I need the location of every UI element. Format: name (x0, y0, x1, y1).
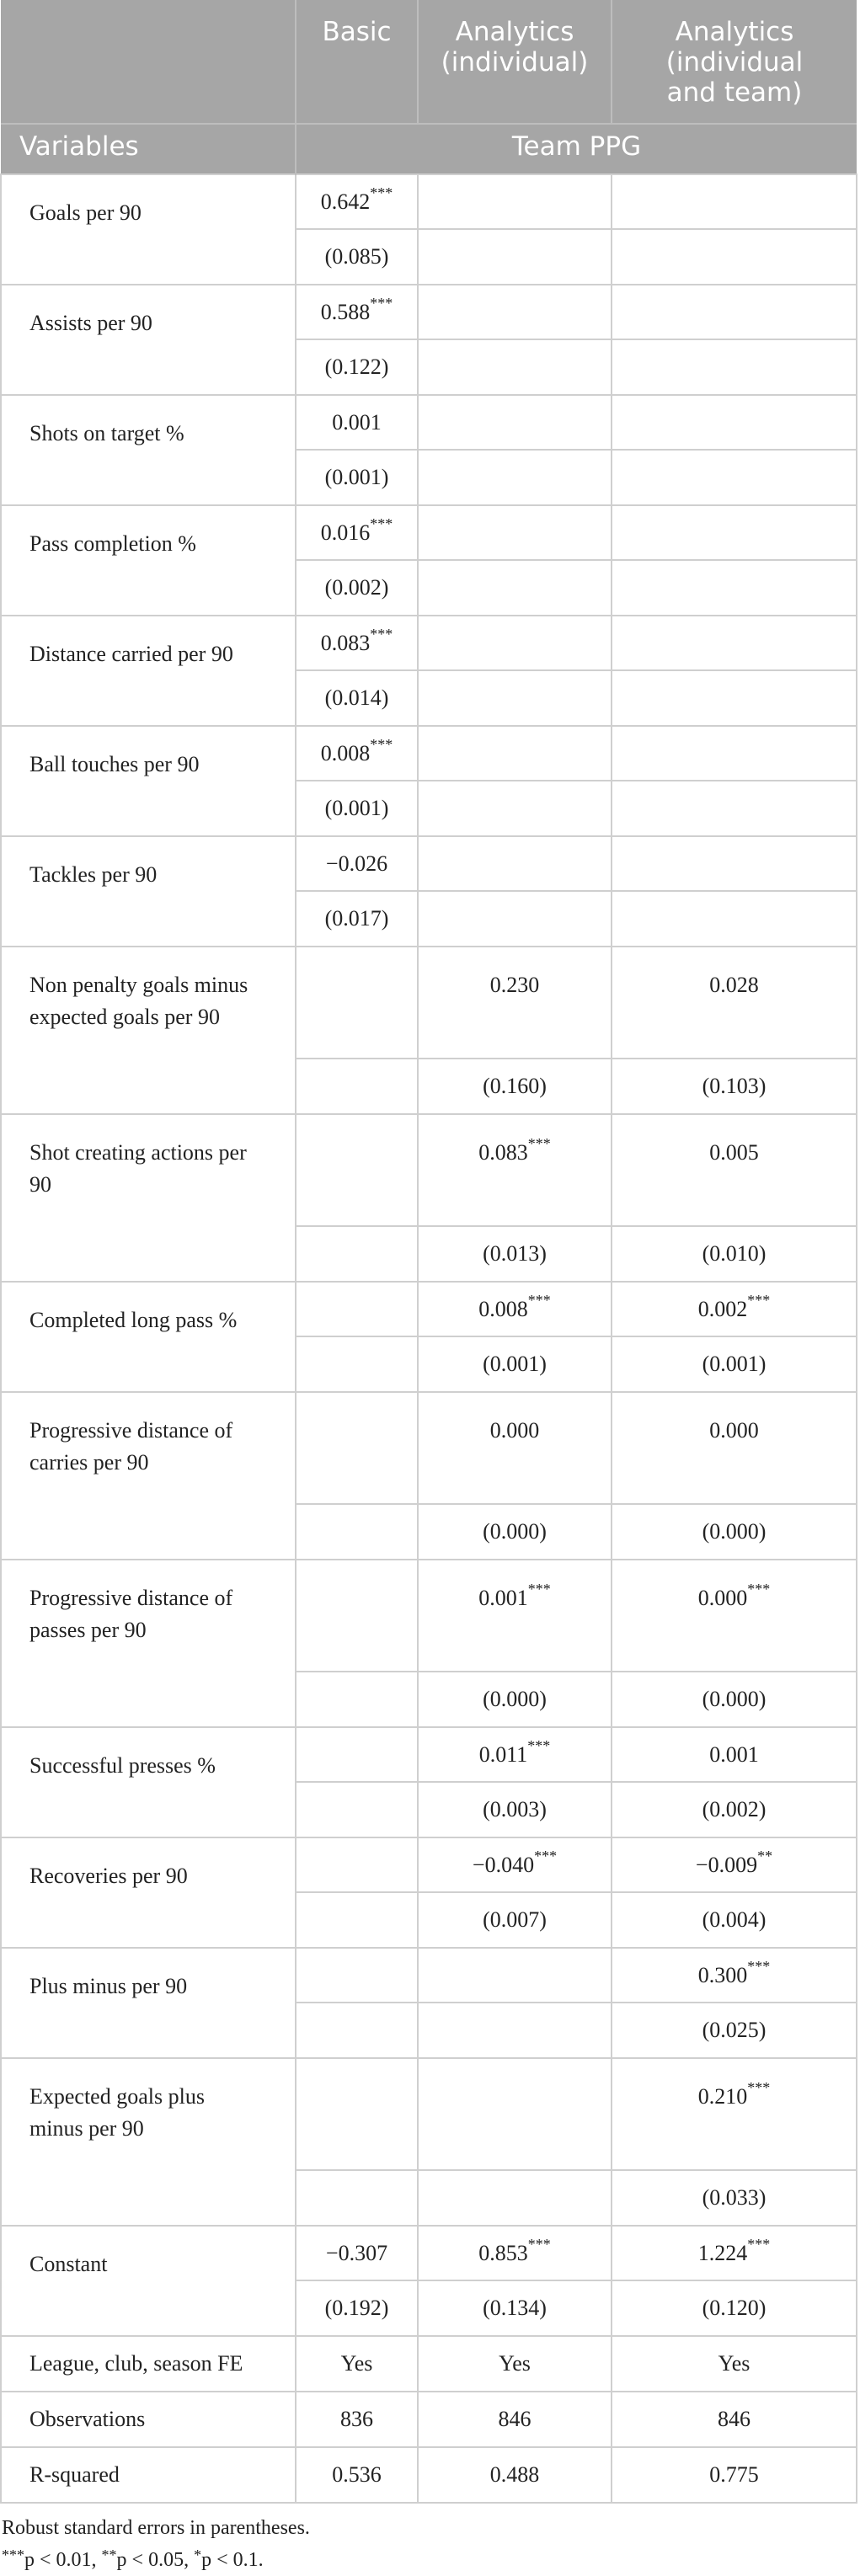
coef-analytics-individual (418, 174, 612, 229)
variable-label: Progressive distance of passes per 90 (1, 1560, 296, 1727)
coef-analytics-team-value: 0.210 (697, 2084, 748, 2109)
std-error-2 (418, 2003, 612, 2058)
coef-analytics-individual-stars: *** (527, 1736, 551, 1754)
coef-analytics-individual-value: 0.853 (478, 2240, 528, 2265)
coef-basic (296, 1282, 418, 1336)
coef-analytics-individual (418, 1560, 612, 1672)
coef-basic-stars: *** (370, 515, 393, 532)
std-error-2 (418, 229, 612, 285)
std-error-1: (0.192) (296, 2280, 418, 2336)
coef-analytics-team-value: 0.000 (697, 1586, 748, 1610)
summary-value-1: Yes (296, 2336, 418, 2392)
coef-analytics-team (612, 505, 857, 560)
summary-value-1: 0.536 (296, 2447, 418, 2503)
coef-basic-stars: *** (370, 625, 393, 643)
variable-label: Successful presses % (1, 1727, 296, 1837)
coef-analytics-individual-stars: *** (527, 1581, 551, 1597)
coef-analytics-individual-value: −0.040 (472, 1852, 535, 1877)
std-error-3: (0.010) (612, 1226, 857, 1282)
std-error-1 (296, 1782, 418, 1837)
coef-analytics-team (612, 836, 857, 891)
coef-analytics-individual (418, 1948, 612, 2003)
coef-basic (296, 726, 418, 781)
std-error-3 (612, 229, 857, 285)
header-row-variables (1, 124, 857, 174)
summary-label: League, club, season FE (1, 2336, 296, 2392)
variable-label: Tackles per 90 (1, 836, 296, 947)
header-analytics-individual: Analytics (individual) (418, 0, 612, 124)
std-error-2: (0.007) (418, 1892, 612, 1948)
coef-basic (296, 174, 418, 229)
coef-analytics-individual (418, 2058, 612, 2170)
coef-analytics-individual (418, 285, 612, 339)
table-row (1, 1392, 857, 1504)
coef-analytics-team-value: 0.002 (697, 1296, 748, 1321)
std-error-3: (0.001) (612, 1336, 857, 1392)
coef-analytics-team-stars: *** (747, 2079, 771, 2096)
coef-basic (296, 616, 418, 670)
coef-basic-value: 0.001 (332, 409, 382, 435)
std-error-2 (418, 891, 612, 947)
std-error-1: (0.085) (296, 229, 418, 285)
std-error-1 (296, 2170, 418, 2226)
std-error-2: (0.160) (418, 1059, 612, 1114)
coef-analytics-individual-value: 0.001 (478, 1586, 528, 1610)
header-dependent-variable: Team PPG (296, 124, 857, 174)
coef-analytics-team-value: 0.000 (709, 1418, 759, 1443)
coef-analytics-team-stars: ** (757, 1847, 773, 1864)
std-error-1 (296, 1059, 418, 1114)
table-row (1, 1837, 857, 1892)
coef-analytics-team (612, 174, 857, 229)
coef-analytics-individual (418, 1282, 612, 1336)
summary-value-1: 836 (296, 2392, 418, 2447)
variable-label: Distance carried per 90 (1, 616, 296, 726)
coef-analytics-team (612, 2058, 857, 2170)
coef-basic (296, 2058, 418, 2170)
table-row (1, 1114, 857, 1226)
std-error-1: (0.001) (296, 450, 418, 505)
coef-analytics-team-value: 1.224 (697, 2240, 748, 2265)
std-error-2 (418, 339, 612, 395)
std-error-1 (296, 2003, 418, 2058)
coef-analytics-team (612, 2226, 857, 2280)
coef-basic-value: 0.008 (320, 740, 371, 765)
std-error-1: (0.002) (296, 560, 418, 616)
std-error-3: (0.033) (612, 2170, 857, 2226)
coef-basic (296, 1560, 418, 1672)
header-analytics-individual-team: Analytics (individual and team) (612, 0, 857, 124)
coef-basic-value: 0.083 (320, 630, 371, 655)
coef-analytics-team (612, 1948, 857, 2003)
coef-analytics-team-value: 0.001 (709, 1741, 759, 1767)
coef-basic (296, 1948, 418, 2003)
coef-analytics-team-value: 0.005 (709, 1140, 759, 1165)
coef-analytics-individual-stars: *** (527, 1135, 551, 1152)
std-error-1: (0.014) (296, 670, 418, 726)
coef-basic (296, 836, 418, 891)
variable-label: Ball touches per 90 (1, 726, 296, 836)
table-body (1, 174, 857, 2503)
std-error-3: (0.000) (612, 1672, 857, 1727)
coef-analytics-team (612, 1392, 857, 1504)
coef-analytics-individual (418, 505, 612, 560)
coef-analytics-individual-value: 0.083 (478, 1140, 528, 1165)
coef-basic (296, 285, 418, 339)
std-error-2 (418, 781, 612, 836)
header-blank (1, 0, 296, 124)
coef-analytics-individual (418, 1727, 612, 1782)
variable-label: Shots on target % (1, 395, 296, 505)
variable-label: Recoveries per 90 (1, 1837, 296, 1948)
coef-analytics-team (612, 1282, 857, 1336)
std-error-1 (296, 1226, 418, 1282)
variable-label: Expected goals plus minus per 90 (1, 2058, 296, 2226)
summary-value-3: 846 (612, 2392, 857, 2447)
variable-label: Non penalty goals minus expected goals per 90 (1, 947, 296, 1114)
table-row-summary (1, 2447, 857, 2503)
header-basic: Basic (296, 0, 418, 124)
coef-basic (296, 1727, 418, 1782)
coef-basic-value: 0.642 (320, 189, 371, 214)
coef-analytics-individual-stars: *** (527, 2235, 551, 2253)
std-error-2: (0.000) (418, 1672, 612, 1727)
coef-basic (296, 1837, 418, 1892)
std-error-3: (0.002) (612, 1782, 857, 1837)
coef-analytics-individual (418, 395, 612, 450)
summary-label: Observations (1, 2392, 296, 2447)
summary-label: R-squared (1, 2447, 296, 2503)
coef-basic-value: −0.307 (325, 2240, 388, 2265)
variable-label: Shot creating actions per 90 (1, 1114, 296, 1282)
coef-analytics-team-value: −0.009 (695, 1852, 758, 1877)
std-error-2: (0.013) (418, 1226, 612, 1282)
table-row (1, 2058, 857, 2170)
coef-basic (296, 395, 418, 450)
coef-analytics-individual (418, 726, 612, 781)
header-variables: Variables (1, 124, 296, 174)
coef-analytics-team (612, 1560, 857, 1672)
coef-analytics-individual (418, 2226, 612, 2280)
coef-basic (296, 505, 418, 560)
coef-analytics-team-value: 0.028 (709, 973, 759, 997)
table-row (1, 1948, 857, 2003)
coef-analytics-team-stars: *** (747, 1957, 771, 1975)
std-error-2: (0.134) (418, 2280, 612, 2336)
coef-basic-value: −0.026 (325, 851, 388, 876)
table-row (1, 505, 857, 560)
std-error-3: (0.000) (612, 1504, 857, 1560)
coef-analytics-team-stars: *** (747, 1581, 771, 1597)
coef-analytics-team (612, 616, 857, 670)
std-error-3 (612, 781, 857, 836)
coef-analytics-team (612, 395, 857, 450)
coef-analytics-team-stars: *** (747, 1291, 771, 1309)
variable-label: Completed long pass % (1, 1282, 296, 1392)
table-row (1, 726, 857, 781)
std-error-2: (0.001) (418, 1336, 612, 1392)
coef-analytics-individual (418, 1392, 612, 1504)
std-error-2: (0.003) (418, 1782, 612, 1837)
std-error-2 (418, 2170, 612, 2226)
std-error-3: (0.025) (612, 2003, 857, 2058)
variable-label: Pass completion % (1, 505, 296, 616)
table-row (1, 285, 857, 339)
coef-analytics-individual (418, 1837, 612, 1892)
summary-value-2: 0.488 (418, 2447, 612, 2503)
std-error-1 (296, 1892, 418, 1948)
note-robust-se: Robust standard errors in parentheses. (2, 2517, 310, 2539)
std-error-2 (418, 450, 612, 505)
std-error-3: (0.103) (612, 1059, 857, 1114)
coef-basic (296, 947, 418, 1059)
coef-analytics-individual-value: 0.230 (489, 973, 540, 997)
coef-basic-stars: *** (370, 184, 393, 201)
table-row-summary (1, 2392, 857, 2447)
coef-basic (296, 2226, 418, 2280)
variable-label: Plus minus per 90 (1, 1948, 296, 2058)
coef-analytics-individual-value: 0.011 (478, 1741, 528, 1767)
coef-analytics-team (612, 947, 857, 1059)
coef-analytics-team (612, 726, 857, 781)
std-error-1: (0.122) (296, 339, 418, 395)
std-error-3 (612, 891, 857, 947)
coef-analytics-individual-stars: *** (527, 1291, 551, 1309)
summary-value-3: Yes (612, 2336, 857, 2392)
coef-analytics-individual (418, 836, 612, 891)
std-error-3 (612, 339, 857, 395)
std-error-2 (418, 560, 612, 616)
summary-value-2: 846 (418, 2392, 612, 2447)
std-error-1 (296, 1336, 418, 1392)
coef-basic-stars: *** (370, 735, 393, 753)
table-row (1, 1282, 857, 1336)
table-row (1, 1727, 857, 1782)
summary-value-3: 0.775 (612, 2447, 857, 2503)
table-row (1, 947, 857, 1059)
std-error-1: (0.001) (296, 781, 418, 836)
coef-basic-value: 0.016 (320, 520, 371, 545)
table-row (1, 174, 857, 229)
table-row (1, 836, 857, 891)
coef-analytics-individual-value: 0.000 (489, 1418, 540, 1443)
std-error-3: (0.120) (612, 2280, 857, 2336)
std-error-2 (418, 670, 612, 726)
table-row-summary (1, 2336, 857, 2392)
std-error-3: (0.004) (612, 1892, 857, 1948)
std-error-1 (296, 1672, 418, 1727)
variable-label: Goals per 90 (1, 174, 296, 285)
coef-analytics-team (612, 1727, 857, 1782)
coef-analytics-individual-stars: *** (534, 1847, 558, 1864)
coef-analytics-team (612, 1837, 857, 1892)
std-error-3 (612, 560, 857, 616)
coef-basic (296, 1114, 418, 1226)
table-row (1, 616, 857, 670)
std-error-1: (0.017) (296, 891, 418, 947)
coef-analytics-team (612, 1114, 857, 1226)
std-error-1 (296, 1504, 418, 1560)
coef-basic (296, 1392, 418, 1504)
coef-analytics-individual-value: 0.008 (478, 1296, 528, 1321)
coef-analytics-team-value: 0.300 (697, 1962, 748, 1987)
coef-analytics-individual (418, 947, 612, 1059)
coef-analytics-team (612, 285, 857, 339)
note-significance: ***p < 0.01, **p < 0.05, *p < 0.1. (2, 2547, 264, 2571)
std-error-3 (612, 450, 857, 505)
header-row-models (1, 0, 857, 124)
coef-analytics-individual (418, 1114, 612, 1226)
coef-basic-stars: *** (370, 294, 393, 312)
variable-label: Constant (1, 2226, 296, 2336)
coef-analytics-team-stars: *** (747, 2235, 771, 2253)
table-row (1, 395, 857, 450)
table-row (1, 2226, 857, 2280)
summary-value-2: Yes (418, 2336, 612, 2392)
table-row (1, 1560, 857, 1672)
variable-label: Progressive distance of carries per 90 (1, 1392, 296, 1560)
coef-basic-value: 0.588 (320, 299, 371, 324)
variable-label: Assists per 90 (1, 285, 296, 395)
std-error-3 (612, 670, 857, 726)
std-error-2: (0.000) (418, 1504, 612, 1560)
coef-analytics-individual (418, 616, 612, 670)
